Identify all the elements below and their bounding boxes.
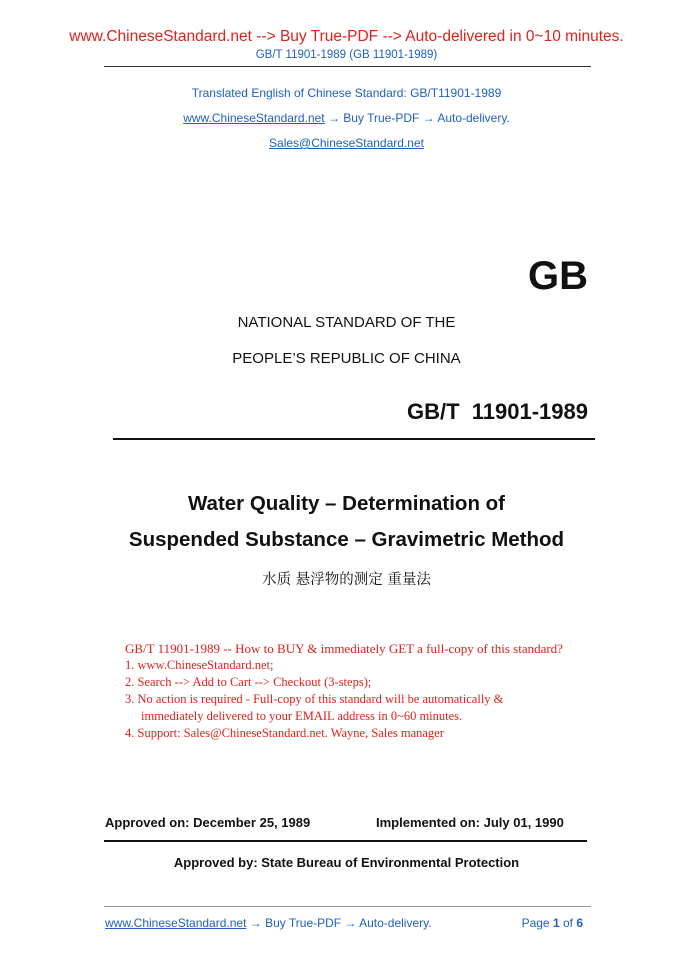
purchase-heading: GB/T 11901-1989 -- How to BUY & immediately GET a full-copy of this standard? [125,641,563,656]
page-current: 1 [552,916,560,930]
document-title-line2: Suspended Substance – Gravimetric Method [128,528,565,551]
top-banner: www.ChineseStandard.net --> Buy True-PDF --> Auto-delivered in 0~10 minutes. [69,28,624,45]
header-subtitle: GB/T 11901-1989 (GB 11901-1989) [255,49,438,61]
page-indicator [470,916,583,930]
delivery-text: → Buy True-PDF → Auto-delivery. [324,111,510,125]
purchase-step: 4. Support: Sales@ChineseStandard.net. Wayne, Sales manager [125,726,444,740]
approving-authority: Approved by: State Bureau of Environmental Protection [173,855,520,870]
approved-on-date: Approved on: December 25, 1989 [105,815,311,830]
delivery-line [0,111,693,125]
footer-delivery-text: → Buy True-PDF → Auto-delivery. [246,916,432,930]
page-middle: of [559,916,577,930]
standard-number: GB/T 11901-1989 [406,399,588,424]
gb-mark: GB [528,254,588,298]
purchase-step: 3. No action is required - Full-copy of this standard will be automatically & [125,692,504,706]
sales-email-link[interactable]: Sales@ChineseStandard.net [269,136,424,150]
purchase-step: 2. Search --> Add to Cart --> Checkout (3-steps); [125,675,372,689]
translated-notice: Translated English of Chinese Standard: GB/T11901-1989 [191,86,502,100]
footer-divider [104,906,591,907]
footer-links [105,916,432,930]
header-divider [104,66,591,67]
national-standard-line: NATIONAL STANDARD OF THE [237,314,456,331]
footer-site-link[interactable]: www.ChineseStandard.net [105,916,247,930]
document-title-line1: Water Quality – Determination of [187,492,506,515]
site-link[interactable]: www.ChineseStandard.net [183,111,325,125]
implemented-on-date: Implemented on: July 01, 1990 [376,815,564,830]
purchase-instructions [125,640,595,742]
chinese-title: 水质 悬浮物的测定 重量法 [262,572,431,588]
page-prefix: Page [521,916,553,930]
purchase-step: 1. www.ChineseStandard.net; [125,658,274,672]
republic-line: PEOPLE’S REPUBLIC OF CHINA [232,350,461,367]
title-divider [113,438,595,440]
approval-divider [104,840,587,842]
page-total: 6 [576,916,583,930]
sales-line [0,136,693,150]
purchase-step-continuation: immediately delivered to your EMAIL address in 0~60 minutes. [141,709,463,723]
